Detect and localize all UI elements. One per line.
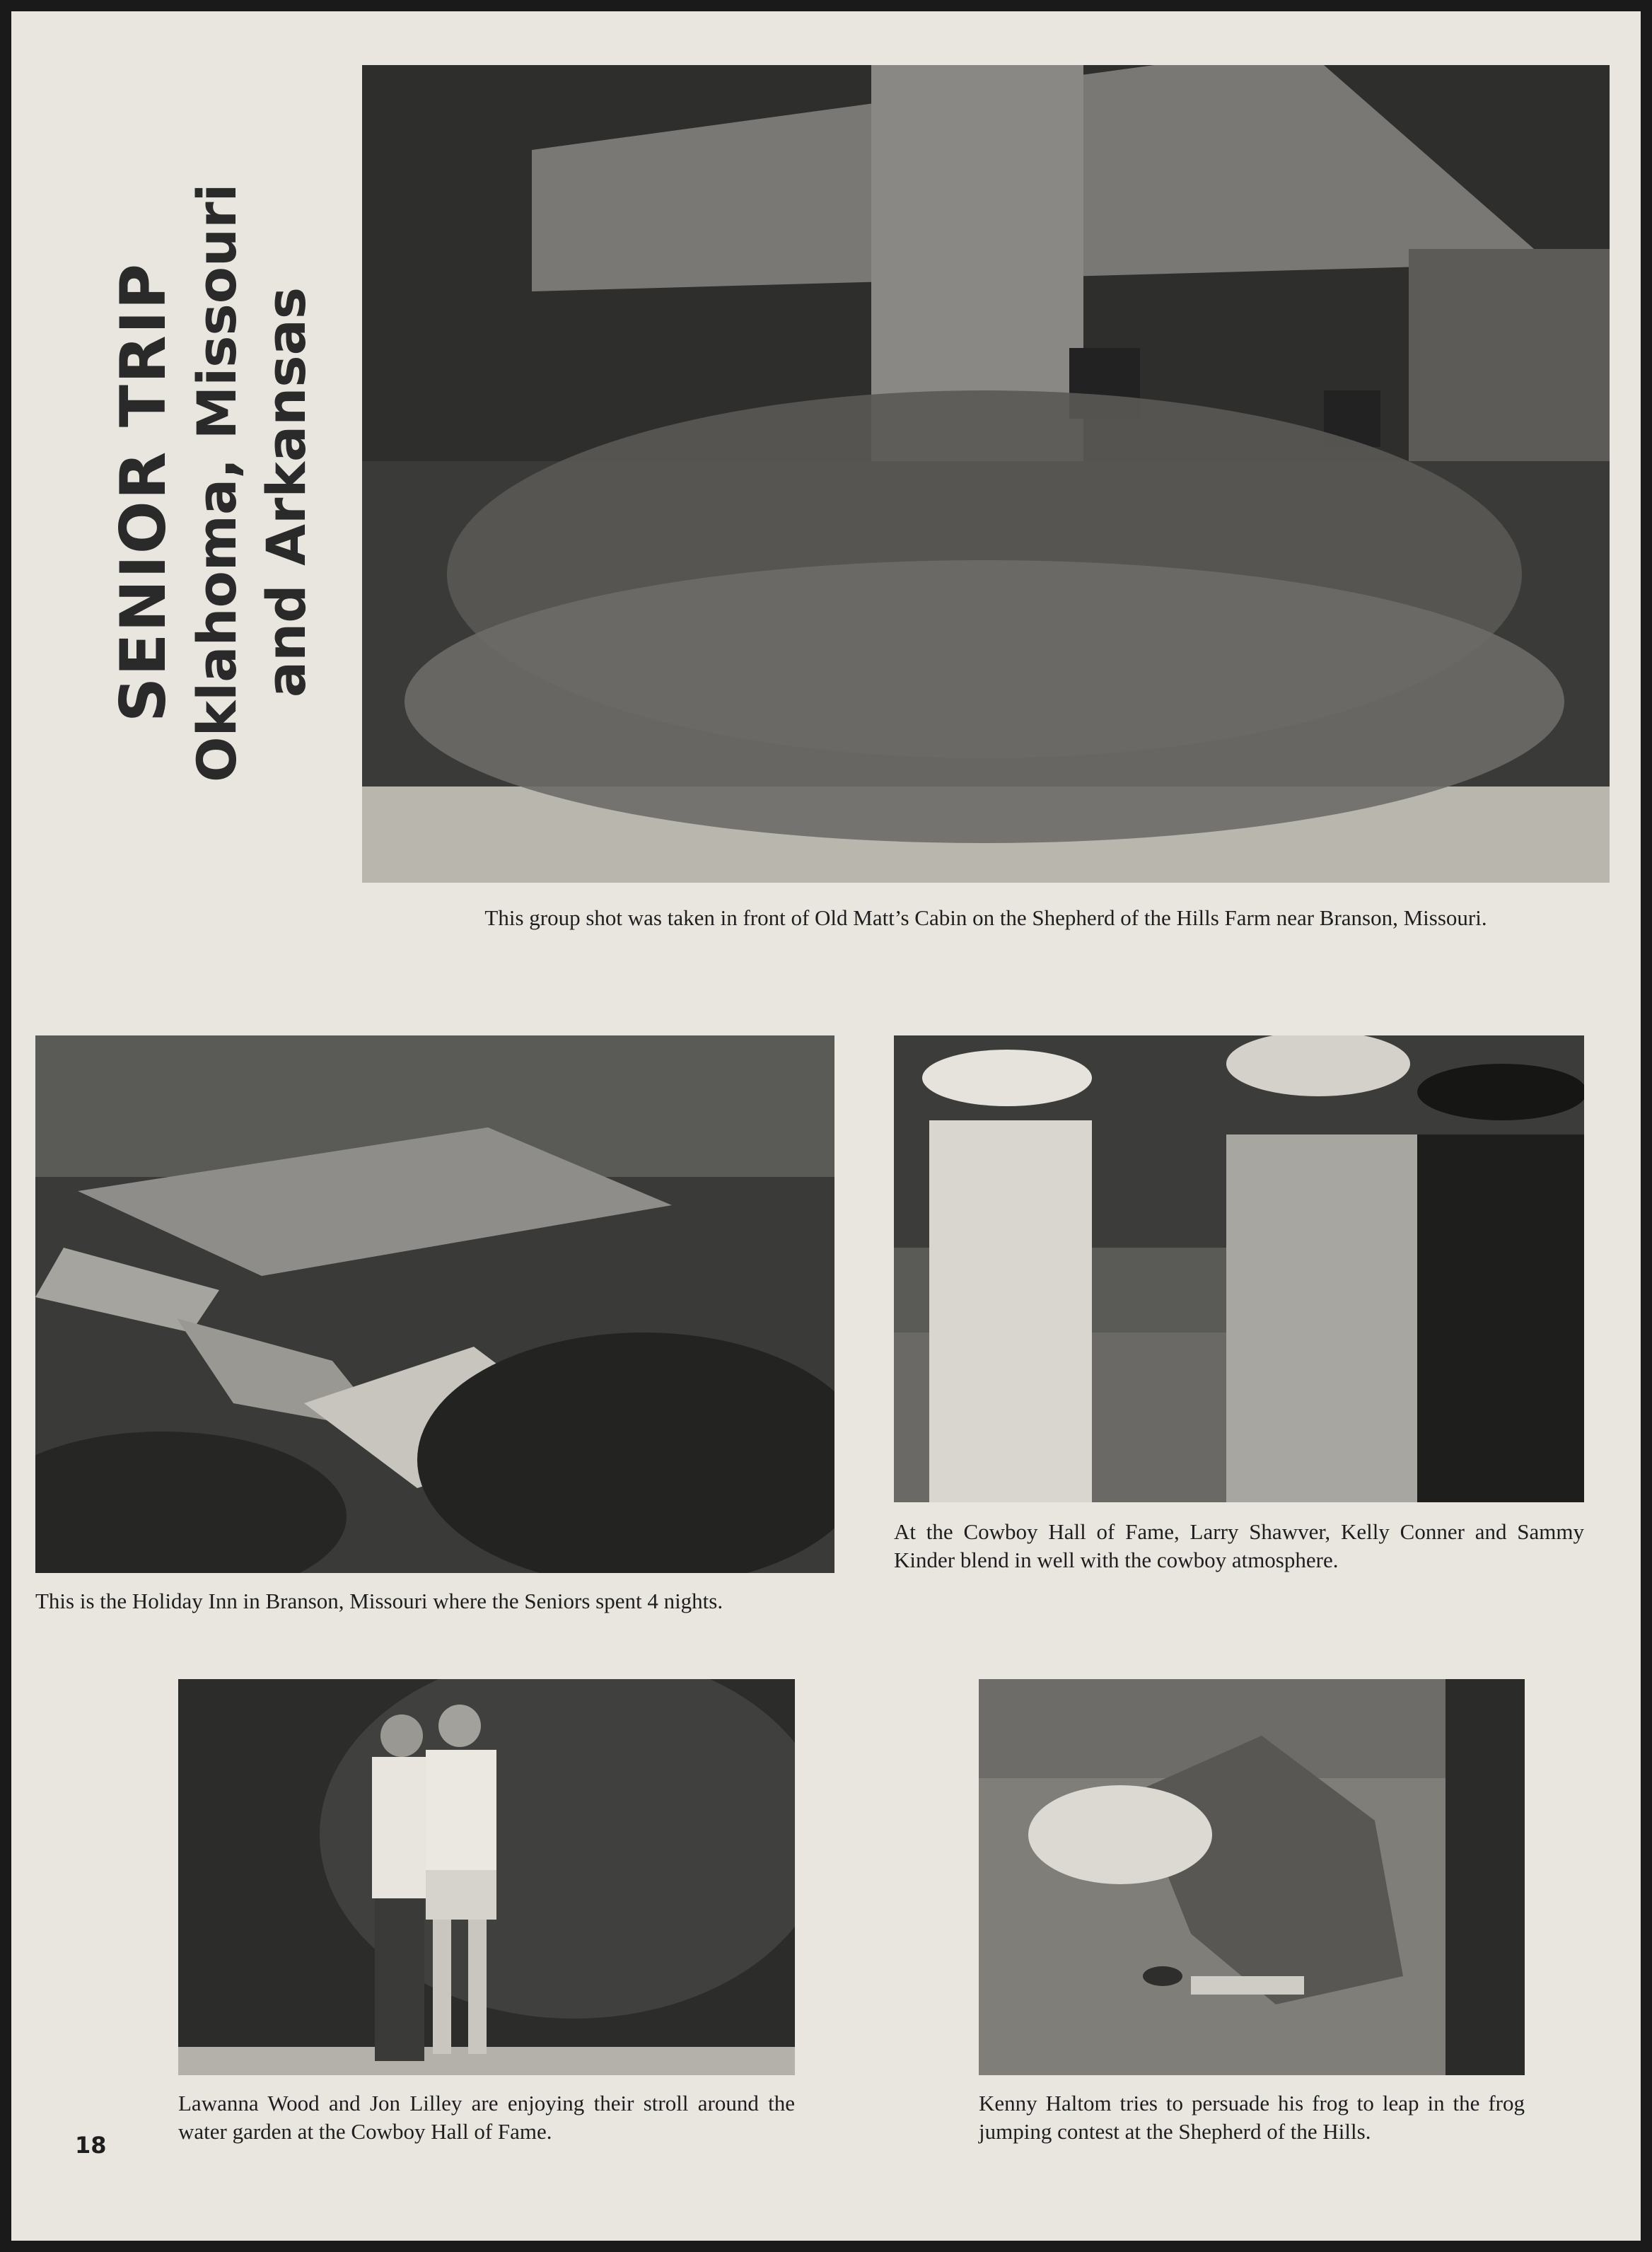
page-number: 18 bbox=[75, 2132, 107, 2159]
hotel-photo-illustration bbox=[35, 1035, 834, 1573]
group-photo-caption: This group shot was taken in front of Old Matt’s Cabin on the Shepherd of the Hills Farm near Branson, Missouri. bbox=[484, 905, 1487, 930]
hotel-photo bbox=[35, 1035, 834, 1573]
frog-photo-caption: Kenny Haltom tries to persuade his frog to leap in the frog jumping contest at the Shepherd of the Hills. bbox=[979, 2091, 1525, 2144]
yearbook-page bbox=[11, 11, 1641, 2241]
page-title: SENIOR TRIP bbox=[107, 262, 180, 723]
cowboys-photo-illustration bbox=[894, 1035, 1584, 1502]
couple-photo-caption: Lawanna Wood and Jon Lilley are enjoying their stroll around the water garden at the Cowboy Hall of Fame. bbox=[178, 2091, 795, 2144]
cowboys-photo bbox=[894, 1035, 1584, 1502]
group-photo bbox=[362, 65, 1610, 883]
page-subtitle-line-1: Oklahoma, Missouri bbox=[185, 183, 248, 782]
group-photo-illustration bbox=[362, 65, 1610, 883]
couple-photo-illustration bbox=[178, 1679, 795, 2075]
hotel-photo-caption: This is the Holiday Inn in Branson, Missouri where the Seniors spent 4 nights. bbox=[35, 1589, 723, 1613]
couple-photo bbox=[178, 1679, 795, 2075]
frog-photo-illustration bbox=[979, 1679, 1525, 2075]
page-title-block bbox=[61, 183, 365, 782]
cowboys-photo-caption: At the Cowboy Hall of Fame, Larry Shawver, Kelly Conner and Sammy Kinder blend in well with the cowboy atmosphere. bbox=[894, 1519, 1584, 1572]
frog-photo bbox=[979, 1679, 1525, 2075]
page-subtitle-line-2: and Arkansas bbox=[255, 286, 318, 698]
